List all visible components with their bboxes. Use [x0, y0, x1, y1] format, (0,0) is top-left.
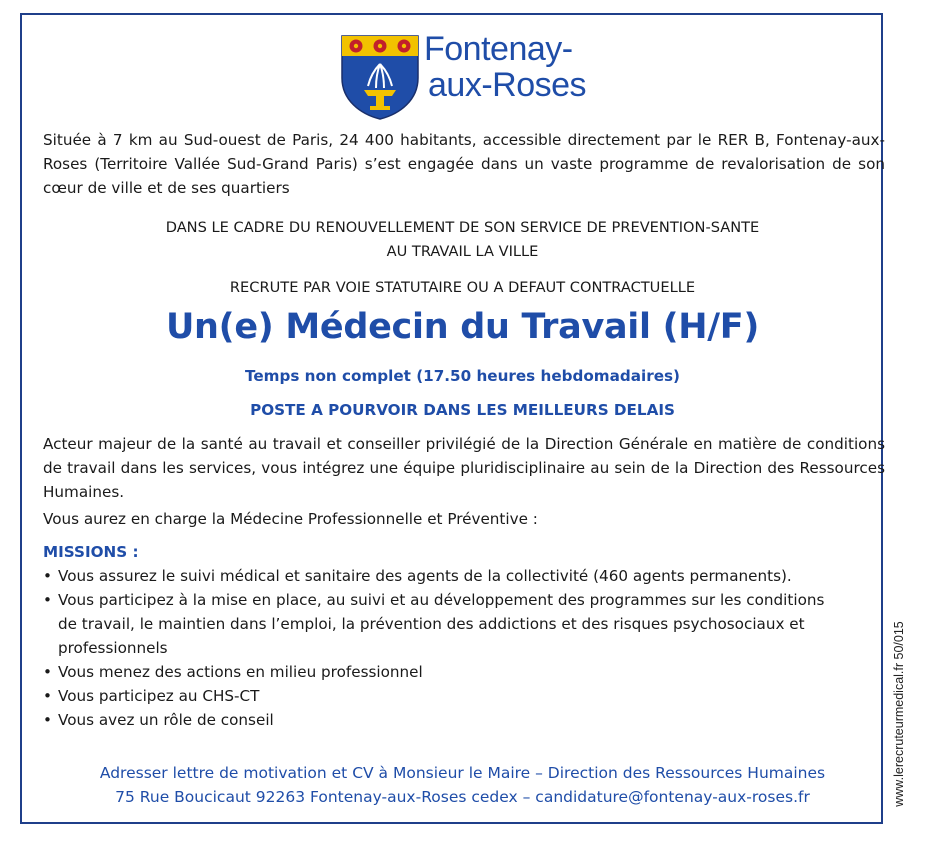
job-title: Un(e) Médecin du Travail (H/F) — [165, 307, 760, 347]
context-line-2: AU TRAVAIL LA VILLE — [386, 243, 539, 260]
intro-paragraph: Située à 7 km au Sud-ouest de Paris, 24 400 habitants, accessible directement par le RER B, Fontenay-aux-Roses (Territoire Vallée Sud-Grand Paris) s’est engagée dans un vaste programme de revalorisation de son cœur de ville et de ses quartiers — [43, 131, 885, 197]
mission-item: • Vous assurez le suivi médical et sanitaire des agents de la collectivité (460 agents permanents). — [43, 564, 885, 588]
contact-line-1: Adresser lettre de motivation et CV à Monsieur le Maire – Direction des Ressources Humaines — [99, 764, 826, 782]
missions-list — [43, 564, 885, 732]
mission-item: • Vous participez au CHS-CT — [43, 684, 885, 708]
context-line-1: DANS LE CADRE DU RENOUVELLEMENT DE SON SERVICE DE PREVENTION-SANTE — [165, 219, 760, 236]
availability-line: POSTE A POURVOIR DANS LES MEILLEURS DELAIS — [250, 401, 675, 419]
missions-heading: MISSIONS : — [43, 543, 139, 561]
charge-line: Vous aurez en charge la Médecine Professionnelle et Préventive : — [43, 510, 538, 528]
contact-line-2: 75 Rue Boucicaut 92263 Fontenay-aux-Roses cedex – candidature@fontenay-aux-roses.fr — [115, 788, 810, 806]
mission-item: • Vous participez à la mise en place, au suivi et au développement des programmes sur les conditions de travail, le maintien dans l’emploi, la prévention des addictions et des risques psychosociaux et professionnels — [43, 588, 885, 660]
description-paragraph: Acteur majeur de la santé au travail et conseiller privilégié de la Direction Générale en matière de conditions de travail dans les services, vous intégrez une équipe pluridisciplinaire au sein de la Direction des Ressources Humaines. — [43, 435, 885, 501]
side-credit — [887, 600, 911, 828]
mission-item: • Vous menez des actions en milieu professionnel — [43, 660, 885, 684]
city-logo — [340, 30, 590, 122]
missions-section — [43, 540, 885, 732]
mission-item: • Vous avez un rôle de conseil — [43, 708, 885, 732]
city-crest-icon — [340, 34, 420, 120]
recruit-line: RECRUTE PAR VOIE STATUTAIRE OU A DEFAUT CONTRACTUELLE — [229, 279, 696, 296]
hours-line: Temps non complet (17.50 heures hebdomadaires) — [245, 367, 680, 385]
logo-line1: Fontenay- — [424, 30, 573, 68]
side-credit-text: www.lerecruteurmedical.fr 50/015 — [892, 621, 906, 807]
logo-wordmark — [424, 32, 586, 102]
logo-line2: aux-Roses — [428, 66, 587, 104]
